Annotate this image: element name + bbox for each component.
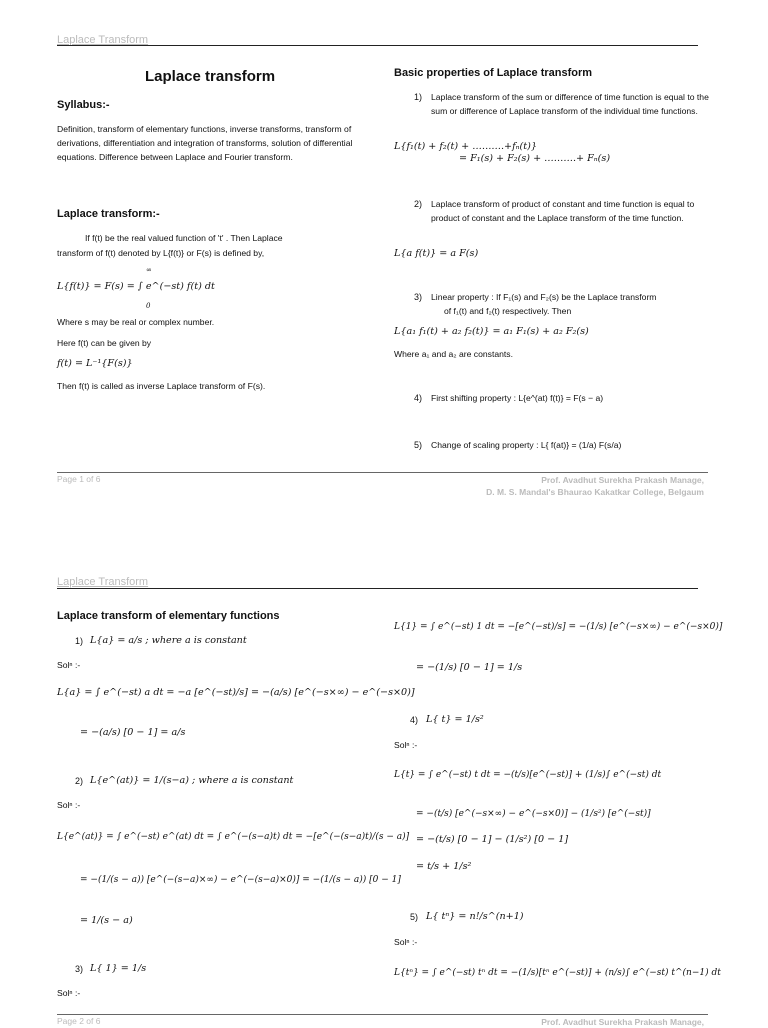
syllabus-heading: Syllabus:- bbox=[57, 99, 110, 111]
footer-author: Prof. Avadhut Surekha Prakash Manage, bbox=[541, 1017, 704, 1027]
property-1-text: Laplace transform of the sum or difference of time function is equal to the sum or difference of Laplace transform of the individual time functions. bbox=[431, 92, 709, 116]
footer-rule bbox=[57, 1014, 708, 1015]
solution-label: Solⁿ :- bbox=[394, 740, 418, 750]
property-3-number: 3) bbox=[414, 292, 423, 302]
property-3-text-1: Linear property : If F₁(s) and F₂(s) be the Laplace transform bbox=[431, 292, 657, 302]
item-4-equation-3: = −(t/s) [0 − 1] − (1/s²) [0 − 1] bbox=[416, 834, 569, 845]
page-header: Laplace Transform bbox=[57, 34, 149, 46]
item-5-equation-1: L{tⁿ} = ∫ e^(−st) tⁿ dt = −(1/s)[tⁿ e^(−st)] + (n/s)∫ e^(−st) t^(n−1) dt bbox=[394, 968, 721, 978]
item-4-number: 4) bbox=[410, 715, 419, 725]
property-2-equation: L{a f(t)} = a F(s) bbox=[394, 248, 479, 259]
item-3-number: 3) bbox=[75, 964, 84, 974]
lt-heading: Laplace transform:- bbox=[57, 208, 160, 220]
item-3-equation-1: L{1} = ∫ e^(−st) 1 dt = −[e^(−st)/s] = −(1/s) [e^(−s×∞) − e^(−s×0)] bbox=[394, 622, 723, 632]
item-1-equation-1: L{a} = ∫ e^(−st) a dt = −a [e^(−st)/s] = −(a/s) [e^(−s×∞) − e^(−s×0)] bbox=[57, 687, 415, 698]
property-5-number: 5) bbox=[414, 440, 423, 450]
property-2-text: Laplace transform of product of constant and time function is equal to product of constant and the Laplace transform of the time function. bbox=[431, 199, 695, 223]
property-3-where: Where a₁ and a₂ are constants. bbox=[394, 349, 513, 359]
then-ft-text: Then f(t) is called as inverse Laplace transform of F(s). bbox=[57, 381, 266, 391]
page-number: Page 1 of 6 bbox=[57, 474, 101, 484]
intro-line-1: If f(t) be the real valued function of 't' . Then Laplace bbox=[85, 233, 283, 243]
property-2-number: 2) bbox=[414, 199, 423, 209]
item-2-text: L{e^(at)} = 1/(s−a) ; where a is constant bbox=[90, 775, 294, 786]
here-ft-text: Here f(t) can be given by bbox=[57, 338, 152, 348]
item-2-equation-1: L{e^(at)} = ∫ e^(−st) e^(at) dt = ∫ e^(−(s−a)t) dt = −[e^(−(s−a)t)/(s − a)] bbox=[57, 832, 410, 842]
property-5-text: Change of scaling property : L{ f(at)} = (1/a) F(s/a) bbox=[431, 440, 622, 450]
property-1-number: 1) bbox=[414, 92, 423, 102]
header-rule bbox=[57, 45, 698, 46]
definition-equation: L{f(t)} = F(s) = ∫ e^(−st) f(t) dt bbox=[57, 281, 215, 292]
integral-lower-limit: 0 bbox=[146, 302, 151, 310]
item-5-number: 5) bbox=[410, 912, 419, 922]
item-4-equation-2: = −(t/s) [e^(−s×∞) − e^(−s×0)] − (1/s²) [e^(−st)] bbox=[416, 809, 651, 819]
intro-line-2: transform of f(t) denoted by L{f(t)} or F(s) is defined by, bbox=[57, 248, 265, 258]
page-number: Page 2 of 6 bbox=[57, 1016, 101, 1026]
item-2-number: 2) bbox=[75, 776, 84, 786]
item-2-equation-3: = 1/(s − a) bbox=[80, 915, 133, 926]
item-2-equation-2: = −(1/(s − a)) [e^(−(s−a)×∞) − e^(−(s−a)×0)] = −(1/(s − a)) [0 − 1] bbox=[80, 875, 401, 885]
property-3-equation: L{a₁ f₁(t) + a₂ f₂(t)} = a₁ F₁(s) + a₂ F₂(s) bbox=[394, 326, 589, 337]
item-4-equation-4: = t/s + 1/s² bbox=[416, 861, 472, 872]
item-5-text: L{ tⁿ} = n!/s^(n+1) bbox=[426, 911, 524, 922]
properties-heading: Basic properties of Laplace transform bbox=[394, 67, 593, 79]
page-title: Laplace transform bbox=[145, 68, 276, 85]
footer-college: D. M. S. Mandal's Bhaurao Kakatkar College, Belgaum bbox=[486, 487, 704, 497]
property-4-text: First shifting property : L{e^(at) f(t)} = F(s − a) bbox=[431, 393, 604, 403]
item-1-equation-2: = −(a/s) [0 − 1] = a/s bbox=[80, 727, 186, 738]
where-s-text: Where s may be real or complex number. bbox=[57, 317, 215, 327]
solution-label: Solⁿ :- bbox=[57, 660, 81, 670]
footer-author: Prof. Avadhut Surekha Prakash Manage, bbox=[541, 475, 704, 485]
item-1-number: 1) bbox=[75, 636, 84, 646]
solution-label: Solⁿ :- bbox=[57, 988, 81, 998]
header-rule bbox=[57, 588, 698, 589]
inverse-equation: f(t) = L⁻¹{F(s)} bbox=[57, 358, 133, 369]
item-3-text: L{ 1} = 1/s bbox=[90, 963, 147, 974]
solution-label: Solⁿ :- bbox=[394, 937, 418, 947]
footer-rule bbox=[57, 472, 708, 473]
property-1-equation-2: = F₁(s) + F₂(s) + ……….+ Fₙ(s) bbox=[459, 153, 611, 164]
item-1-text: L{a} = a/s ; where a is constant bbox=[90, 635, 247, 646]
integral-upper-limit: ∞ bbox=[146, 266, 152, 274]
item-3-equation-2: = −(1/s) [0 − 1] = 1/s bbox=[416, 662, 523, 673]
item-4-equation-1: L{t} = ∫ e^(−st) t dt = −(t/s)[e^(−st)] + (1/s)∫ e^(−st) dt bbox=[394, 770, 662, 780]
syllabus-text: Definition, transform of elementary functions, inverse transforms, transform of derivations, differentiation and integration of transforms, solution of differential equations. Difference between Laplace and Fourier transform. bbox=[57, 124, 353, 162]
property-3-text-2: of f₁(t) and f₂(t) respectively. Then bbox=[444, 306, 572, 316]
item-4-text: L{ t} = 1/s² bbox=[426, 714, 484, 725]
page-gap bbox=[0, 508, 768, 564]
property-4-number: 4) bbox=[414, 393, 423, 403]
elementary-heading: Laplace transform of elementary functions bbox=[57, 610, 280, 622]
property-1-equation-1: L{f₁(t) + f₂(t) + ……….+fₙ(t)} bbox=[394, 141, 537, 152]
page-header: Laplace Transform bbox=[57, 576, 149, 588]
solution-label: Solⁿ :- bbox=[57, 800, 81, 810]
